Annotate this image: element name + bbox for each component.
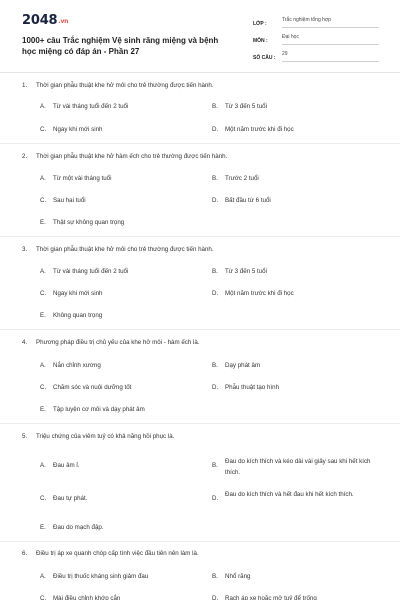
meta-label: SỐ CÂU : — [253, 55, 276, 61]
meta-label: LỚP : — [253, 21, 267, 27]
question-text: 4. Phương pháp điều trị chủ yếu của khe hở môi - hàm ếch là. — [22, 339, 200, 346]
meta-value: Trắc nghiệm tổng hợp — [282, 16, 379, 28]
meta-label: MÔN : — [253, 38, 268, 44]
question-text: 2. Thời gian phẫu thuật khe hở hàm ếch cho trẻ thường được tiến hành. — [22, 153, 228, 160]
question-divider — [0, 236, 400, 237]
question-number: 4. — [22, 339, 28, 346]
question-number: 6. — [22, 550, 28, 557]
meta-value: 29 — [282, 50, 379, 62]
question-text: 3. Thời gian phẫu thuật khe hở môi cho trẻ thường được tiến hành. — [22, 246, 214, 253]
question-number: 3. — [22, 246, 28, 253]
question-text: 6. Điều trị áp xe quanh chóp cấp tính việc đầu tiên nên làm là. — [22, 550, 199, 557]
question-number: 1. — [22, 82, 28, 89]
question-divider — [0, 541, 400, 542]
question-divider — [0, 329, 400, 330]
meta-value: Đại học — [282, 33, 379, 45]
site-logo[interactable]: 2048.vn — [22, 13, 69, 28]
document-title: 1000+ câu Trắc nghiệm Vệ sinh răng miệng và bệnh học miệng có đáp án - Phần 27 — [22, 36, 219, 56]
question-text: 5. Triệu chứng của viêm tuỷ có khả năng hồi phục là. — [22, 433, 175, 440]
question-text: 1. Thời gian phẫu thuật khe hở môi cho trẻ thường được tiến hành. — [22, 82, 214, 89]
question-divider — [0, 423, 400, 424]
question-number: 5. — [22, 433, 28, 440]
question-divider — [0, 143, 400, 144]
question-number: 2. — [22, 153, 28, 160]
question-list: 1. Thời gian phẫu thuật khe hở môi cho trẻ thường được tiến hành. A. Từ vài tháng tuổi đến 2 tuổi B. Từ 3 đến 5 tuổi C. Ngay khi mới sinh D. Một năm trước khi đi học 2. Thời gian phẫu thuật khe hở hàm ếch cho trẻ thường được tiến hành. A. Từ một vài tháng tuổi B. Trước 2 tuổi C. Sau hai tuổi D. Bất đầu từ 6 tuổi E. Thật sự không quan trọng 3. Thời gian phẫu thuật khe hở môi cho trẻ thường được tiến hành. A. Từ vài tháng tuổi đến 2 tuổi B. Từ 3 đến 5 tuổi C. Ngay khi mới sinh D. Một năm trước khi đi học E. Không quan trọng 4. Phương pháp điều trị chủ yếu của khe hở môi - hàm ếch là. A. Nắn chỉnh xương B. Dạy phát âm C. Chăm sóc và nuôi dưỡng tốt D. Phẫu thuật tạo hình E. Tập luyện cơ môi và dạy phát âm 5. Triệu chứng của viêm tuỷ có khả năng hồi phục là. A. Đau âm ỉ. B. Đau do kích thích và kéo dài vài giây sau khi hết kích thích. C. Đau tự phát. D. Đau do kích thích và hết đau khi hết kích thích. E. Đau do mạch đập. 6. Điều trị áp xe quanh chóp cấp tính việc đầu tiên nên làm là. A. Điều trị thuốc kháng sinh giảm đau B. Nhổ răng C. Mài điều chỉnh khớp cắn D. Rạch áp xe hoặc mở tuỷ để trống — [0, 0, 400, 600]
